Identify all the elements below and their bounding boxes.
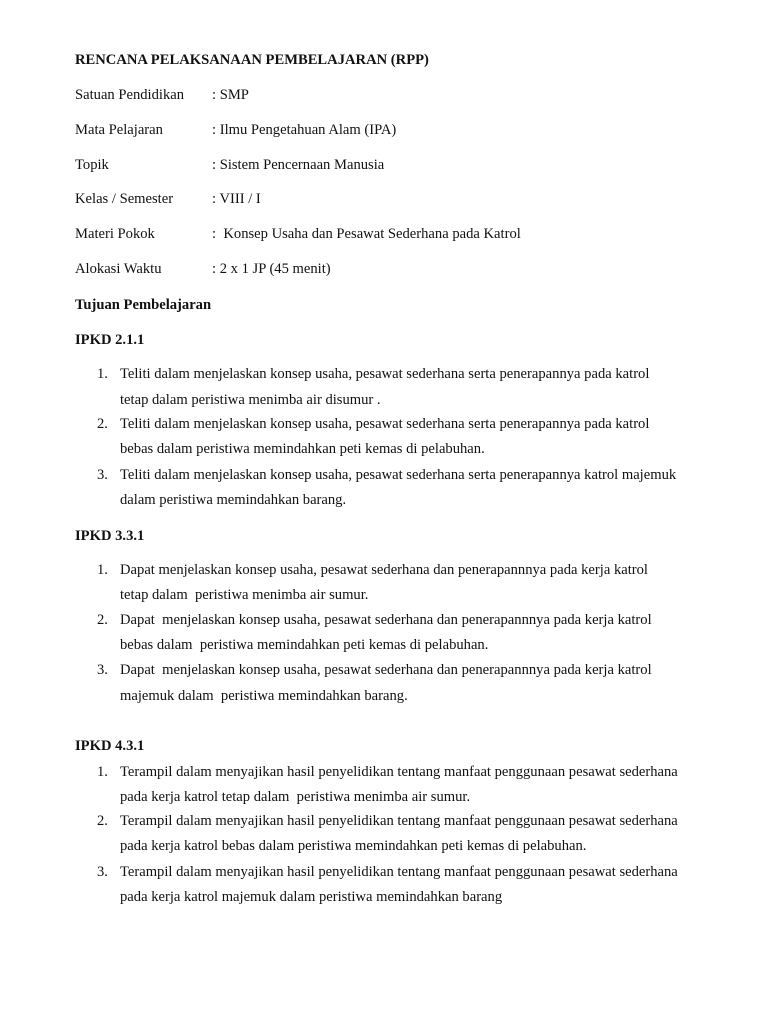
field-label: Kelas / Semester: [75, 191, 174, 207]
list-item-text: pada kerja katrol bebas dalam peristiwa memindahkan peti kemas di pelabuhan.: [120, 838, 587, 854]
field-value: : Ilmu Pengetahuan Alam (IPA): [212, 122, 397, 138]
list-item-number: 1.: [97, 366, 108, 382]
list-item-text: majemuk dalam peristiwa memindahkan barang.: [120, 688, 408, 704]
list-item-text: pada kerja katrol majemuk dalam peristiwa memindahkan barang: [120, 889, 503, 905]
list-item-text: Terampil dalam menyajikan hasil penyelidikan tentang manfaat penggunaan pesawat sederhana: [120, 764, 678, 780]
field-label: Satuan Pendidikan: [75, 87, 185, 103]
field-label: Topik: [75, 157, 109, 173]
list-item-text: Terampil dalam menyajikan hasil penyelidikan tentang manfaat penggunaan pesawat sederhana: [120, 813, 678, 829]
list-item-text: tetap dalam peristiwa menimba air sumur.: [120, 587, 369, 603]
list-item-text: Terampil dalam menyajikan hasil penyelidikan tentang manfaat penggunaan pesawat sederhana: [120, 864, 678, 880]
list-item-number: 3.: [97, 662, 108, 678]
field-value: : SMP: [212, 87, 249, 103]
list-item-number: 3.: [97, 467, 108, 483]
objectives-heading: Tujuan Pembelajaran: [75, 297, 212, 313]
document-title: RENCANA PELAKSANAAN PEMBELAJARAN (RPP): [75, 52, 429, 68]
list-item-text: pada kerja katrol tetap dalam peristiwa menimba air sumur.: [120, 789, 471, 805]
list-item-number: 2.: [97, 813, 108, 829]
list-item-text: Teliti dalam menjelaskan konsep usaha, pesawat sederhana serta penerapannya katrol majemuk: [120, 467, 677, 483]
field-value: : Konsep Usaha dan Pesawat Sederhana pada Katrol: [212, 226, 521, 242]
field-label: Mata Pelajaran: [75, 122, 163, 138]
list-item-text: Dapat menjelaskan konsep usaha, pesawat sederhana dan penerapannnya pada kerja katrol: [120, 662, 652, 678]
field-value: : Sistem Pencernaan Manusia: [212, 157, 385, 173]
field-value: : VIII / I: [212, 191, 261, 207]
field-label: Materi Pokok: [75, 226, 155, 242]
list-item-text: Teliti dalam menjelaskan konsep usaha, pesawat sederhana serta penerapannya pada katrol: [120, 366, 650, 382]
list-item-text: tetap dalam peristiwa menimba air disumur .: [120, 392, 381, 408]
list-item-text: Dapat menjelaskan konsep usaha, pesawat sederhana dan penerapannnya pada kerja katrol: [120, 612, 652, 628]
field-label: Alokasi Waktu: [75, 261, 162, 277]
list-item-text: Dapat menjelaskan konsep usaha, pesawat sederhana dan penerapannnya pada kerja katrol: [120, 562, 648, 578]
list-item-number: 3.: [97, 864, 108, 880]
section-heading: IPKD 4.3.1: [75, 738, 145, 754]
list-item-text: bebas dalam peristiwa memindahkan peti kemas di pelabuhan.: [120, 637, 489, 653]
section-heading: IPKD 3.3.1: [75, 528, 145, 544]
list-item-text: dalam peristiwa memindahkan barang.: [120, 492, 347, 508]
list-item-number: 2.: [97, 612, 108, 628]
list-item-number: 1.: [97, 562, 108, 578]
list-item-number: 1.: [97, 764, 108, 780]
list-item-number: 2.: [97, 416, 108, 432]
section-heading: IPKD 2.1.1: [75, 332, 145, 348]
list-item-text: Teliti dalam menjelaskan konsep usaha, pesawat sederhana serta penerapannya pada katrol: [120, 416, 650, 432]
list-item-text: bebas dalam peristiwa memindahkan peti kemas di pelabuhan.: [120, 441, 485, 457]
field-value: : 2 x 1 JP (45 menit): [212, 261, 331, 277]
